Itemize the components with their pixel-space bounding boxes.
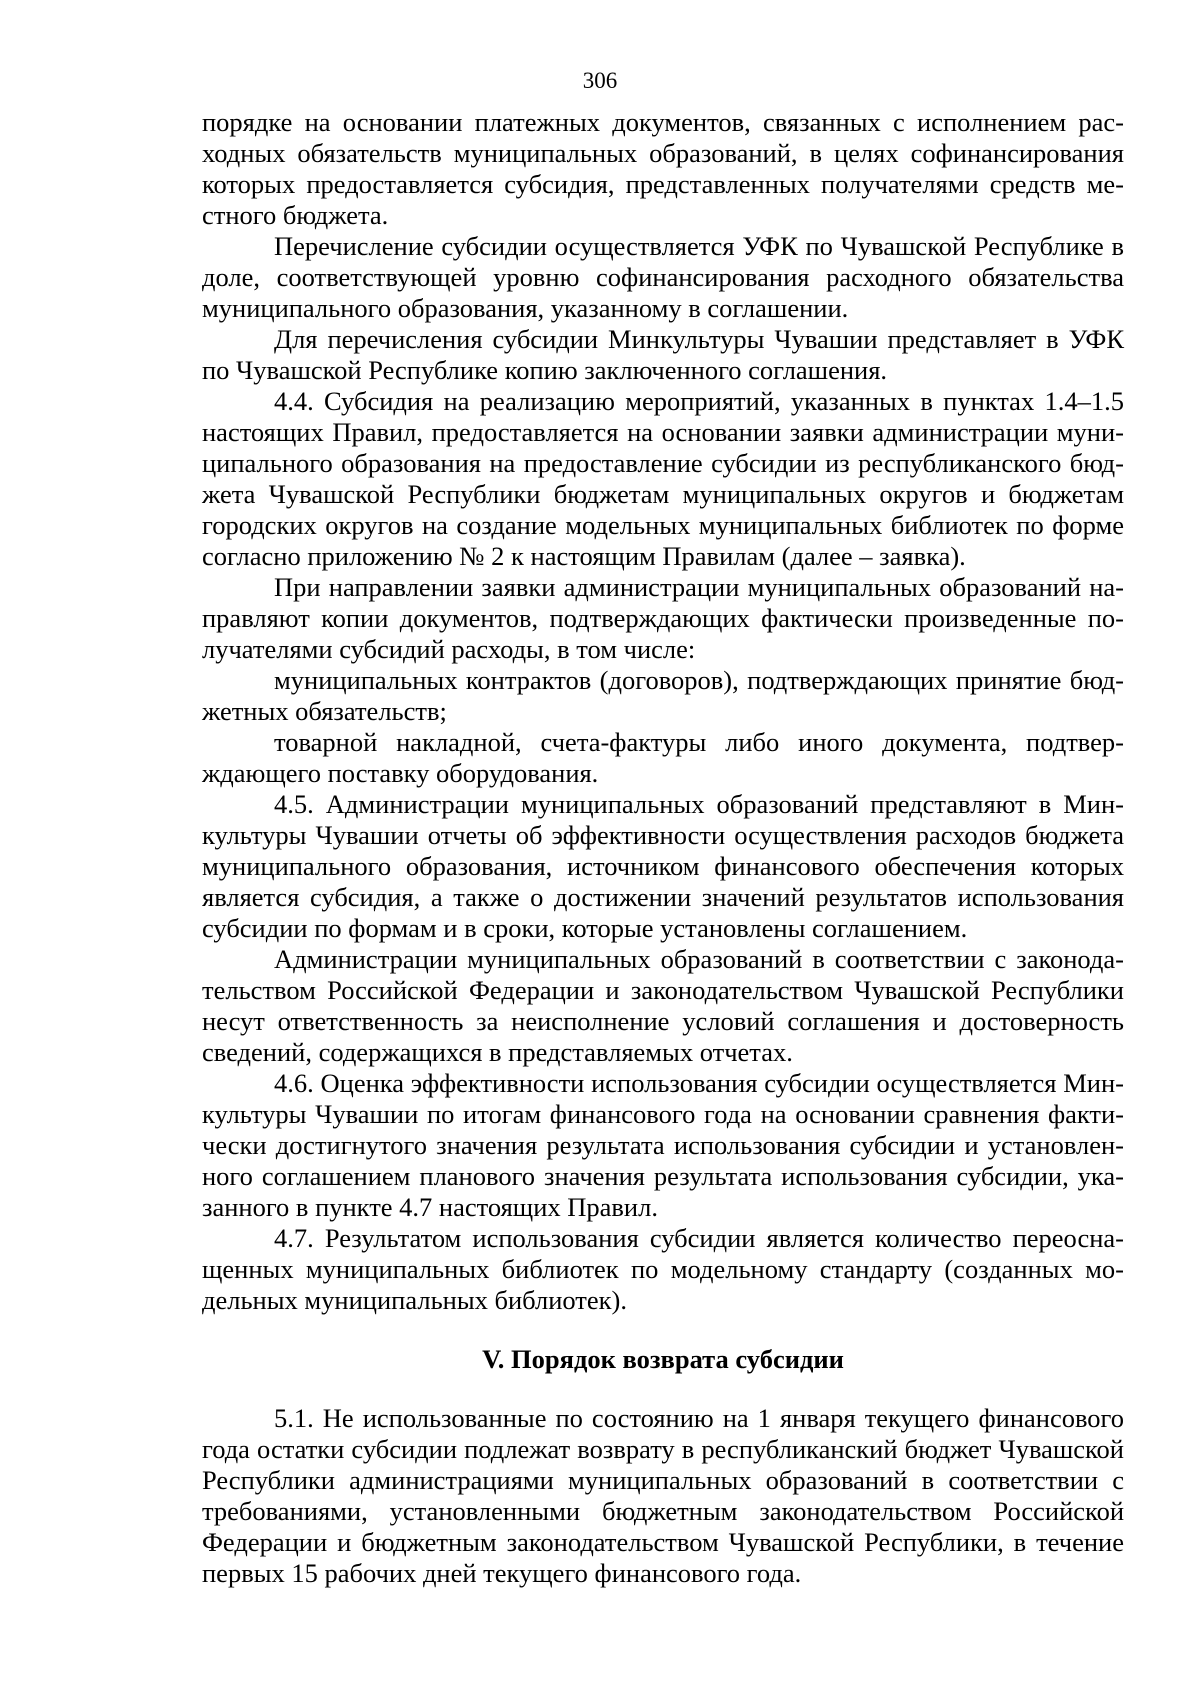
paragraph-clause-4-6: 4.6. Оценка эффективности использования субсидии осуществляется Минкультуры Чувашии по итогам финансового года на основании сравнения фактически достигнутого значения результата использования субсидии и установленного соглашением планового значения результата использования субсидии, указанного в пункте 4.7 настоящих Правил.: [202, 1068, 1124, 1222]
paragraph-agreement-copy: Для перечисления субсидии Минкультуры Чувашии представляет в УФК по Чувашской Республике копию заключенного соглашения.: [202, 324, 1124, 385]
document-body: [202, 107, 1124, 1589]
paragraph-clause-4-4: 4.4. Субсидия на реализацию мероприятий, указанных в пунктах 1.4–1.5 настоящих Правил, предоставляется на основании заявки администрации муниципального образования на предоставление субсидии из республиканского бюджета Чувашской Республики бюджетам муниципальных округов и бюджетам городских округов на создание модельных муниципальных библиотек по форме согласно приложению № 2 к настоящим Правилам (далее – заявка).: [202, 386, 1124, 571]
paragraph-clause-4-5: 4.5. Администрации муниципальных образований представляют в Минкультуры Чувашии отчеты об эффективности осуществления расходов бюджета муниципального образования, источником финансового обеспечения которых является субсидия, а также о достижении значений результатов использования субсидии по формам и в сроки, которые установлены соглашением.: [202, 789, 1124, 943]
paragraph-application-documents: При направлении заявки администрации муниципальных образований направляют копии документов, подтверждающих фактически произведенные получателями субсидий расходы, в том числе:: [202, 572, 1124, 664]
paragraph-clause-5-1: 5.1. Не использованные по состоянию на 1 января текущего финансового года остатки субсидии подлежат возврату в республиканский бюджет Чувашской Республики администрациями муниципальных образований в соответствии с требованиями, установленными бюджетным законодательством Российской Федерации и бюджетным законодательством Чувашской Республики, в течение первых 15 рабочих дней текущего финансового года.: [202, 1403, 1124, 1588]
section-heading: V. Порядок возврата субсидии: [482, 1344, 844, 1374]
paragraph-invoice: товарной накладной, счета-фактуры либо иного документа, подтверждающего поставку оборудования.: [202, 727, 1124, 788]
paragraph-transfer-ufk: Перечисление субсидии осуществляется УФК по Чувашской Республике в доле, соответствующей уровню софинансирования расходного обязательства муниципального образования, указанному в соглашении.: [202, 231, 1124, 323]
paragraph-clause-4-7: 4.7. Результатом использования субсидии является количество переоснащенных муниципальных библиотек по модельному стандарту (созданных модельных муниципальных библиотек).: [202, 1223, 1124, 1315]
page-number: 306: [582, 68, 618, 93]
paragraph-responsibility: Администрации муниципальных образований в соответствии с законодательством Российской Федерации и законодательством Чувашской Республики несут ответственность за неисполнение условий соглашения и достоверность сведений, содержащихся в представляемых отчетах.: [202, 944, 1124, 1067]
paragraph-municipal-contracts: муниципальных контрактов (договоров), подтверждающих принятие бюджетных обязательств;: [202, 665, 1124, 726]
paragraph-continuation: порядке на основании платежных документов, связанных с исполнением расходных обязательств муниципальных образований, в целях софинансирования которых предоставляется субсидия, представленных получателями средств местного бюджета.: [202, 107, 1124, 230]
